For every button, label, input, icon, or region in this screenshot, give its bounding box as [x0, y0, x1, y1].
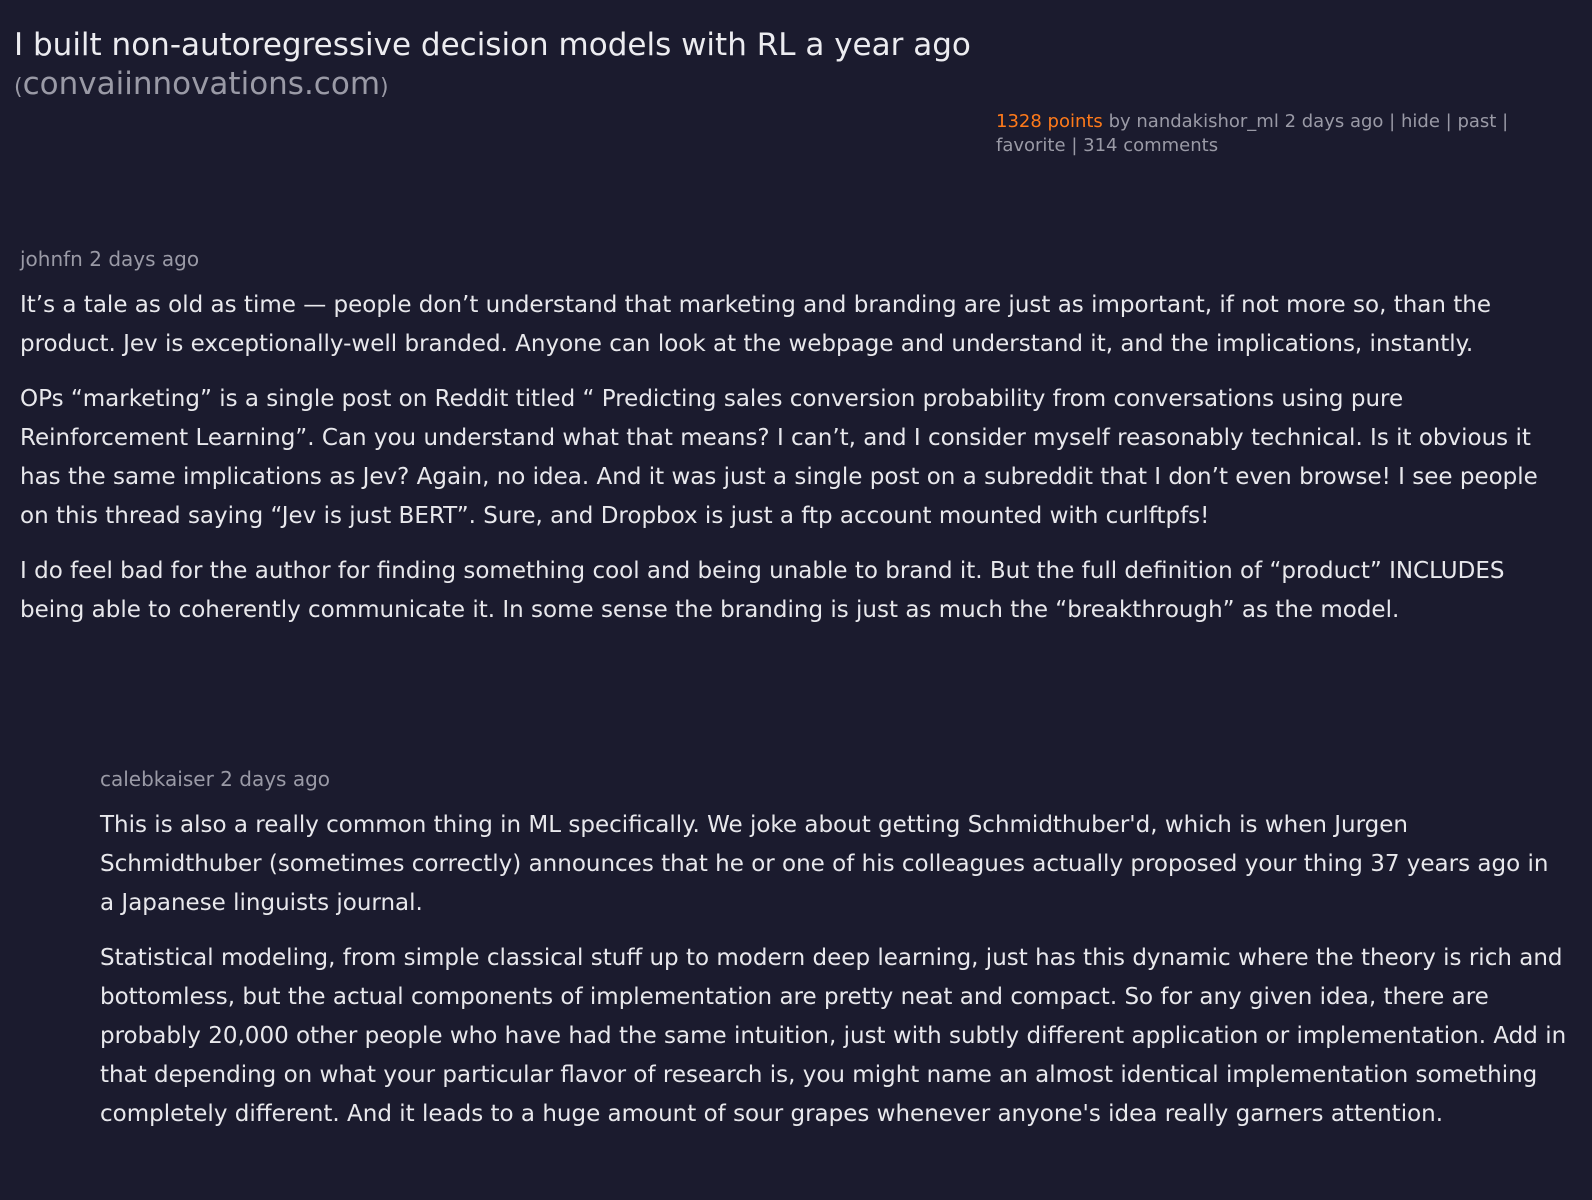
story-age-link[interactable]: 2 days ago — [1284, 111, 1384, 132]
story-title-link[interactable]: I built non-autoregressive decision models with RL a year ago — [14, 27, 971, 63]
comment-author-link[interactable]: calebkaiser — [100, 767, 214, 791]
comment-paragraph: It’s a tale as old as time — people don’t understand that marketing and branding are just as important, if not more so, than the product. Jev is exceptionally-well branded. Anyone can look at the webpage and understand it, and the implications, instantly. — [20, 292, 1492, 357]
comment-age-link[interactable]: 2 days ago — [220, 767, 331, 791]
separator: | — [1445, 111, 1452, 132]
comment-paragraph: Statistical modeling, from simple classical stuff up to modern deep learning, just has this dynamic where the theory is rich and bottomless, but the actual components of implementation are pretty neat and compact. So for any given idea, there are probably 20,000 other people who have had the same intuition, just with subtly different application or implementation. Add in that depending on what your particular flavor of research is, you might name an almost identical implementation something completely different. And it leads to a huge amount of sour grapes whenever anyone's idea really garners attention. — [100, 945, 1567, 1127]
favorite-link[interactable]: favorite — [996, 135, 1066, 156]
comment-paragraph: I do feel bad for the author for finding something cool and being unable to brand it. But the full definition of “product” INCLUDES being able to coherently communicate it. In some sense the branding is just as much the “breakthrough” as the model. — [20, 558, 1505, 623]
comment-paragraph: This is also a really common thing in ML specifically. We joke about getting Schmidthuber'd, which is when Jurgen Schmidthuber (sometimes correctly) announces that he or one of his colleagues actually proposed your thing 37 years ago in a Japanese linguists journal. — [100, 812, 1549, 916]
site-close-paren: ) — [380, 75, 389, 100]
story-author-link[interactable]: nandakishor_ml — [1136, 111, 1279, 132]
story-site-link[interactable]: convaiinnovations.com — [22, 66, 381, 102]
comment-meta — [100, 766, 1568, 792]
comment-age-link[interactable]: 2 days ago — [89, 247, 200, 271]
comment — [20, 246, 1568, 646]
story-subtext — [996, 110, 1556, 158]
comment-paragraph: OPs “marketing” is a single post on Reddit titled “ Predicting sales conversion probability from conversations using pure Reinforcement Learning”. Can you understand what that means? I can’t, and I consider myself reasonably technical. Is it obvious it has the same implications as Jev? Again, no idea. And it was just a single post on a subreddit that I don’t even browse! I see people on this thread saying “Jev is just BERT”. Sure, and Dropbox is just a ftp account mounted with curlftpfs! — [20, 386, 1538, 529]
comments-link[interactable]: 314 comments — [1083, 135, 1219, 156]
story-points: 1328 points — [996, 111, 1103, 132]
comment-reply — [100, 766, 1568, 1150]
hide-link[interactable]: hide — [1400, 111, 1440, 132]
separator: | — [1389, 111, 1396, 132]
by-label: by — [1108, 111, 1131, 132]
site-open-paren: ( — [14, 75, 23, 100]
past-link[interactable]: past — [1457, 111, 1497, 132]
separator: | — [1502, 111, 1509, 132]
comment-author-link[interactable]: johnfn — [20, 247, 83, 271]
separator: | — [1071, 135, 1078, 156]
story-title — [14, 26, 974, 107]
comment-meta — [20, 246, 1568, 272]
